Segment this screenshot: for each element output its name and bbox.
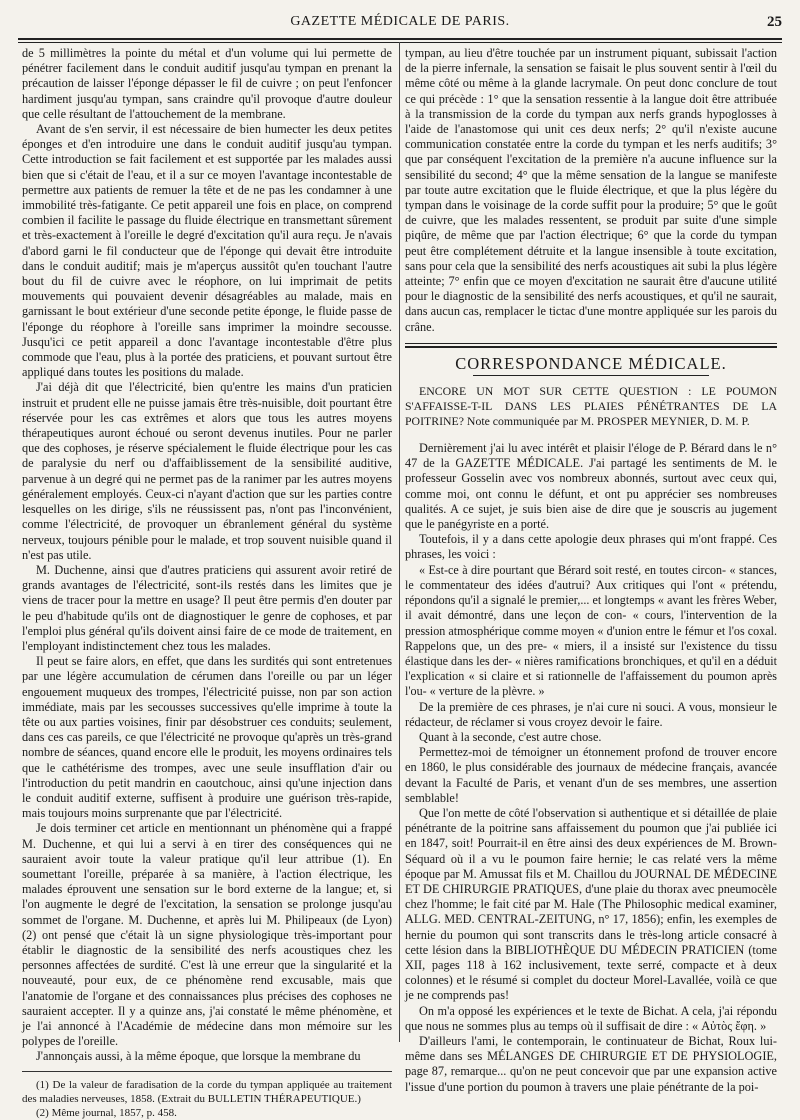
footnote-rule [22,1071,392,1072]
page-number: 25 [767,14,782,30]
paragraph: Permettez-moi de témoigner un étonnement profond de trouver encore en 1860, le plus considérable des journaux de médecine français, avancée devant la Faculté de Paris, et venant d'un de ses membres, une assertion semblable! [405,745,777,805]
paragraph: Dernièrement j'ai lu avec intérêt et plaisir l'éloge de P. Bérard dans le n° 47 de la GAZETTE MÉDICALE. J'ai partagé les sentiments de M. le professeur Gosselin avec vos nombreux abonnés, surtout avec ceux qui, comme moi, ont connu le défunt, et ont pu apprécier ses nombreuses qualités. A ce sujet, je suis bien aise de dire que je souscris au jugement que le panégyriste en a porté. [405,441,777,532]
journal-title: GAZETTE MÉDICALE DE PARIS. [290,14,510,29]
paragraph: Je dois terminer cet article en mentionnant un phénomène qui a frappé M. Duchenne, et qui lui a servi à en tirer des conséquences qui ne sauraient avoir toute la valeur pratique qu'il leur attribue (1). En soumettant l'oreille, préparée à sa manière, à l'action électrique, les malades éprouvent une sensation sur le bord externe de la langue; et, si l'on augmente le degré de l'excitation, la sensation se prolonge jusqu'au sommet de l'organe. M. Duchenne, et après lui M. Philipeaux (de Lyon) (2) ont pensé que c'était là un signe physiologique très-important pour établir le diagnostic de la sensibilité des nerfs acoustiques chez les personnes affectées de surdité. C'est là une erreur que la singularité et la nouveauté, pour eux, de ce phénomène rend excusable, mais que l'anatomie de l'organe et des connaissances plus précises des cophoses ne sauraient accepter. Il y a quinze ans, j'ai constaté le même phénomène, et je l'ai annoncé à l'Académie de médecine dans mon mémoire sur les polypes de l'oreille. [22,821,392,1049]
left-column [22,46,392,1120]
section-rule-thick [405,346,777,348]
column-divider [399,42,400,1042]
paragraph: Toutefois, il y a dans cette apologie deux phrases qui m'ont frappé. Ces phrases, les voici : [405,532,777,562]
paragraph: J'annonçais aussi, à la même époque, que lorsque la membrane du [36,1049,361,1064]
paragraph: De la première de ces phrases, je n'ai cure ni souci. A vous, monsieur le rédacteur, de réclamer si vous croyez devoir le faire. [405,699,777,729]
paragraph: tympan, au lieu d'être touchée par un instrument piquant, subissait l'action de la pierre infernale, la sensation se faisait le plus souvent sentir à l'œil du même côté ou même à la glande lacrymale. On peut donc conclure de tout ce qui précède : 1° que la sensation ressentie à la langue doit être attribuée à la transmission de la corde du tympan aux nerfs grands hypoglosses à l'aide de l'anastomose qui unit ces deux nerfs; 2° qu'il n'existe aucune communication constatée entre la corde du tympan et les nerfs auditifs; 3° que par conséquent l'excitation de la première n'a aucune influence sur la sensibilité du second; 4° que la même sensation de la langue se manifeste par toute autre excitation que le fluide électrique, et que la plus légère du tympan dans le voisinage de la corde suffit pour la produire; 5° que le goût de cuivre, que les malades ressentent, se produit par suite d'une simple piqûre, de même que par l'action électrique; 6° que la corde du tympan peut être complétement détruite et la langue insensible à toute excitation, sans pour cela que la sensibilité des nerfs acoustiques ait subi la plus légère atteinte; 7° enfin que ce moyen d'excitation ne saurait être d'aucune utilité pour le diagnostic de la sensibilité des nerfs acoustiques, et qu'il ne saurait, dans aucun cas, remplacer le tictac d'une montre appliquée sur les parois du crâne. [405,46,778,334]
page-header [18,14,782,34]
quotation: « Est-ce à dire pourtant que Bérard soit resté, en toutes circon- « stances, le commentateur des idées d'autrui? Aux critiques qui l'ont « prétendu, répondons qu'il a signalé le premier,... et longtemps « avant les frères Weber, il avait démontré, dans une leçon de con- « cours, l'intervention de la pression atmosphérique comme moyen « d'union entre le fémur et l'os coxal. Rappelons que, un des pre- « miers, il a insisté sur l'existence du tissu élastique dans les der- « nières ramifications bronchiques, et qu'il en a déduit l'explication « si claire et si rationnelle de l'affaissement du poumon après l'ou- « verture de la plèvre. » [405,562,777,699]
paragraph: Quant à la seconde, c'est autre chose. [419,729,602,744]
section-title: CORRESPONDANCE MÉDICALE. [455,353,727,373]
paragraph: Avant de s'en servir, il est nécessaire de bien humecter les deux petites éponges et d'en introduire une dans le conduit auditif jusqu'au tympan. Cette introduction se fait facilement et est supportée par les malades aussi bien que si c'était de l'eau, et il a sur ce moyen l'avantage incontestable de permettre aux patients de remuer la tête et de ne pas les condamner à une immobilité très-fatigante. Ce petit appareil une fois en place, on comprend combien il facilite le passage du fluide électrique en transmettant sûrement et très-exactement à l'oreille le degré d'excitation qu'il aura reçu. Je n'avais d'abord garni le fil conducteur que de l'éponge qui devait être introduite dans le conduit auditif; mais je m'aperçus aussitôt qu'en touchant l'autre bout du fil de cuivre avec le réophore, on lui imprimait de petits mouvements qui pouvaient devenir désagréables au malade, mais en garnissant le bout extérieur d'une seconde petite éponge, le fluide passe de l'éponge du réophore à l'oreille sans imprimer la moindre secousse. Jusqu'ici ce petit appareil a donc l'avantage incontestable d'être plus commode que l'eau, plus à la portée des praticiens, et pouvant surtout être appliqué dans toutes les positions du malade. [22,122,392,380]
paragraph: Il peut se faire alors, en effet, que dans les surdités qui sont entretenues par une légère accumulation de cérumen dans l'oreille ou par un léger engouement muqueux des trompes, l'électricité puisse, non par son action immédiate, mais par les secousses successives qu'elle imprime à toute la tête ou aux parties voisines, finir par désobstruer ces conduits; seulement, dans ces cas pareils, ce que l'électricité ne provoque qu'après un très-grand nombre de séances, quand encore elle le produit, les moyens ordinaires tels que le cathétérisme des trompes, avec une seule insufflation d'air ou l'introduction du petit mandrin en caoutchouc, ainsi qu'une injection dans le conduit auditif externe, suffisent à produire une guérison très-rapide, mais toujours moins surprenante que par l'électricité. [22,654,392,821]
paragraph: Que l'on mette de côté l'observation si authentique et si détaillée de plaie pénétrante de la poitrine sans affaissement du poumon que j'ai publiée ici en 1847, soit! Pourrait-il en être ainsi des deux expériences de M. Brown-Séquard où il a vu le poumon faire hernie; le cas relaté vers la même époque par M. Amussat fils et M. Chaillou du JOURNAL DE MÉDECINE ET DE CHIRURGIE PRATIQUES, d'une plaie du thorax avec pneumocèle chez l'homme; le fait cité par M. Hale (The Philosophic medical examiner, ALLG. MED. CENTRAL-ZEITUNG, n° 17, 1856); enfin, les exemples de hernie du poumon qui sont transcrits dans le très-long article consacré à cette lésion dans la BIBLIOTHÈQUE DU MÉDECIN PRATICIEN (tome XII, pages 118 à 162 inclusivement, texte serré, compacte et à deux colonnes) et le résumé si complet du docteur Morel-Lavallée, voilà ce que je ne comprends pas! [405,805,777,1003]
header-rule-thin [18,42,782,43]
article-subtitle: ENCORE UN MOT SUR CETTE QUESTION : LE POUMON S'AFFAISSE-T-IL DANS LES PLAIES PÉNÉTRANTES DE LA POITRINE? Note communiquée par M. PROSPER MEYNIER, D. M. P. [405,384,777,429]
right-column [405,46,777,1095]
section-rule [405,343,777,344]
section-title-underline [473,375,709,376]
paragraph: de 5 millimètres la pointe du métal et d'un volume qui lui permette de pénétrer facilement dans le conduit auditif jusqu'au tympan en prenant la précaution de laisser l'éponge dépasser le fil de cuivre ; on peut l'enfoncer hardiment jusqu'au tympan, sans craindre qu'il provoque d'autre douleur que celle résultant de l'attouchement de la membrane. [22,46,392,121]
header-rule [18,38,782,40]
paragraph: On m'a opposé les expériences et le texte de Bichat. A cela, j'ai répondu que nous ne sommes plus au temps où il suffisait de dire : « Αὐτὸς ἔφη. » [405,1003,777,1033]
footnote: (2) Même journal, 1857, p. 458. [36,1106,177,1119]
paragraph: J'ai déjà dit que l'électricité, bien qu'entre les mains d'un praticien instruit et prudent elle ne puisse jamais être très-nuisible, doit pourtant être réservée pour les cas extrêmes et alors que tous les autres moyens thérapeutiques auront échoué ou seront devenus inutiles. Pour ne parler que des cophoses, je réserve spécialement le fluide électrique pour les cas de paralysie du nerf ou d'affaiblissement de la sensibilité auditive, parvenue à un degré qui ne permet pas de la ranimer par les autres moyens généralement employés. Ceux-ci n'ayant d'action que sur les parties contre lesquelles on les dirige, s'ils ne réussissent pas, n'ont pas l'inconvénient, comme l'électricité, de provoquer un ébranlement général du système nerveux, toujours pénible pour le malade, et trop souvent nuisible quand il n'est pas utile. [22,380,392,562]
paragraph: D'ailleurs l'ami, le contemporain, le continuateur de Bichat, Roux lui-même dans ses MÉLANGES DE CHIRURGIE ET DE PHYSIOLOGIE, page 87, remarque... qu'on ne peut concevoir que par une expansion active l'issue d'une portion du poumon à travers une plaie pénétrante de la poi- [405,1033,777,1094]
footnote: (1) De la valeur de faradisation de la corde du tympan appliquée au traitement des maladies nerveuses, 1858. (Extrait du BULLETIN THÉRAPEUTIQUE.) [22,1078,392,1105]
paragraph: M. Duchenne, ainsi que d'autres praticiens qui assurent avoir retiré de grands avantages de l'électricité, sont-ils restés dans les limites que je viens de tracer pour la mettre en usage? Il peut être permis d'en douter par le peu d'habitude qu'ils ont de diagnostiquer le genre de cophoses, et par l'emploi plus général qu'ils doivent ainsi faire de ce mode de traitement, en l'employant indistinctement chez tous les malades. [22,562,392,653]
